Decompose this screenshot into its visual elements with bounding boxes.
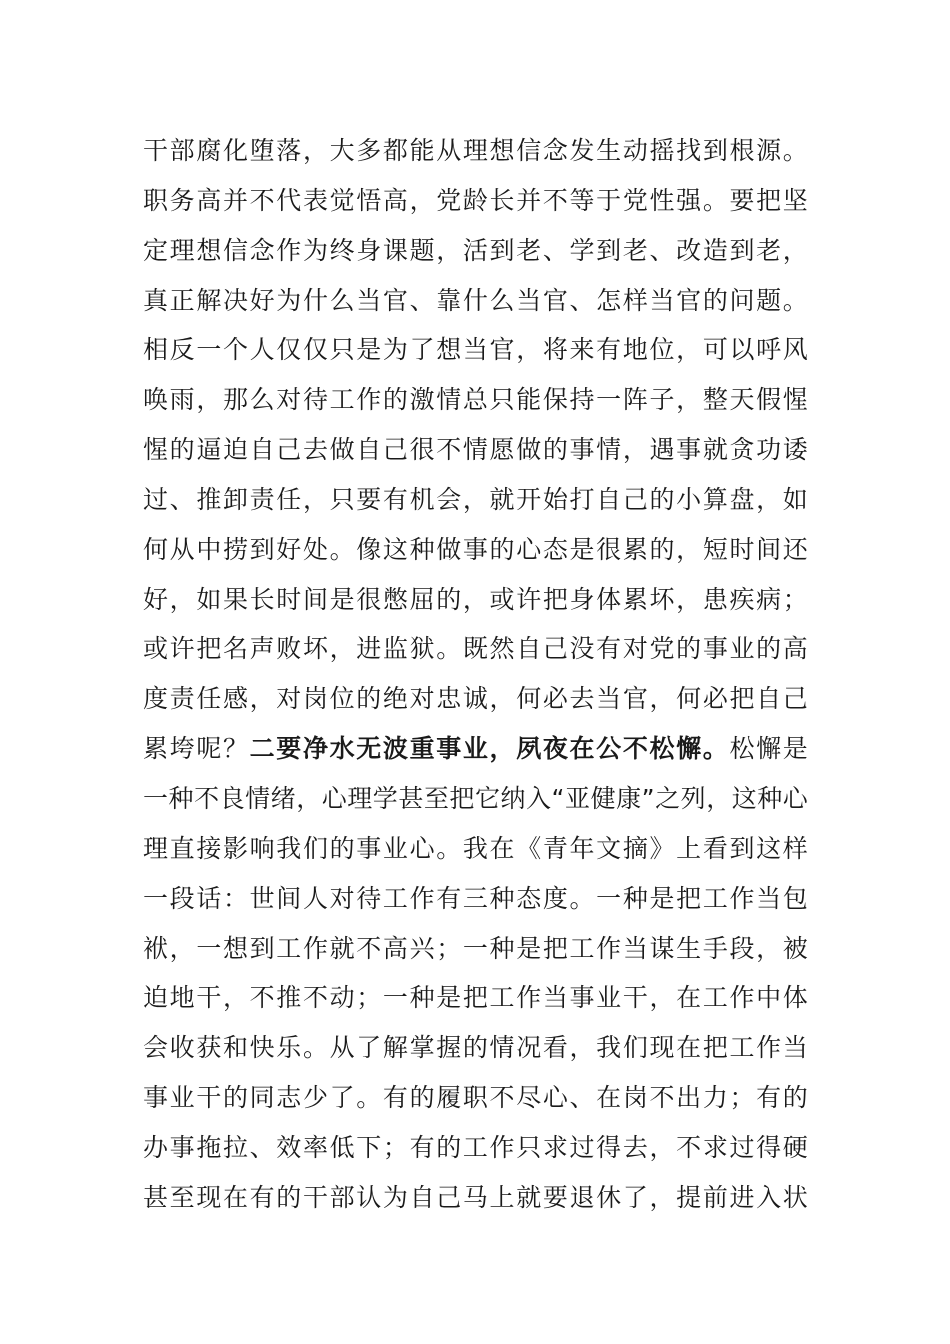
text-line: 职务高并不代表觉悟高，党龄长并不等于党性强。要把坚 bbox=[143, 185, 808, 215]
text-line: 惺的逼迫自己去做自己很不情愿做的事情，遇事就贪功诿 bbox=[143, 435, 808, 465]
text-line: 一种不良情绪，心理学甚至把它纳入“亚健康”之列，这种心 bbox=[143, 783, 808, 813]
text-line: 或许把名声败坏，进监狱。既然自己没有对党的事业的高 bbox=[143, 634, 808, 664]
text-line: 唤雨，那么对待工作的激情总只能保持一阵子，整天假惺 bbox=[143, 385, 808, 415]
text-segment: 累垮呢？ bbox=[143, 734, 250, 764]
text-line: 事业干的同志少了。有的履职不尽心、在岗不出力；有的 bbox=[143, 1083, 808, 1113]
text-line: 干部腐化堕落，大多都能从理想信念发生动摇找到根源。 bbox=[143, 136, 808, 165]
text-segment: 松懈是 bbox=[729, 734, 808, 764]
bold-subheading: 二要净水无波重事业，夙夜在公不松懈。 bbox=[249, 734, 730, 764]
text-line: 理直接影响我们的事业心。我在《青年文摘》上看到这样 bbox=[143, 833, 808, 863]
text-line: 一段话：世间人对待工作有三种态度。一种是把工作当包 bbox=[143, 883, 808, 913]
text-line: 好，如果长时间是很憋屈的，或许把身体累坏，患疾病； bbox=[143, 584, 808, 614]
body-text bbox=[143, 126, 808, 1223]
text-line: 何从中捞到好处。像这种做事的心态是很累的，短时间还 bbox=[143, 534, 808, 564]
text-line: 过、推卸责任，只要有机会，就开始打自己的小算盘，如 bbox=[143, 484, 808, 514]
text-line: 真正解决好为什么当官、靠什么当官、怎样当官的问题。 bbox=[143, 285, 808, 315]
text-line: 办事拖拉、效率低下；有的工作只求过得去，不求过得硬 bbox=[143, 1132, 808, 1162]
text-line: 度责任感，对岗位的绝对忠诚，何必去当官，何必把自己 bbox=[143, 684, 808, 714]
text-line: 相反一个人仅仅只是为了想当官，将来有地位，可以呼风 bbox=[143, 335, 808, 365]
text-line: 袱，一想到工作就不高兴；一种是把工作当谋生手段，被 bbox=[143, 933, 808, 963]
text-line: 会收获和快乐。从了解掌握的情况看，我们现在把工作当 bbox=[143, 1033, 808, 1063]
text-line: 甚至现在有的干部认为自己马上就要退休了，提前进入状 bbox=[143, 1182, 808, 1212]
text-line: 定理想信念作为终身课题，活到老、学到老、改造到老， bbox=[143, 235, 808, 265]
text-line-with-heading bbox=[143, 724, 808, 774]
text-line: 迫地干，不推不动；一种是把工作当事业干，在工作中体 bbox=[143, 983, 808, 1013]
